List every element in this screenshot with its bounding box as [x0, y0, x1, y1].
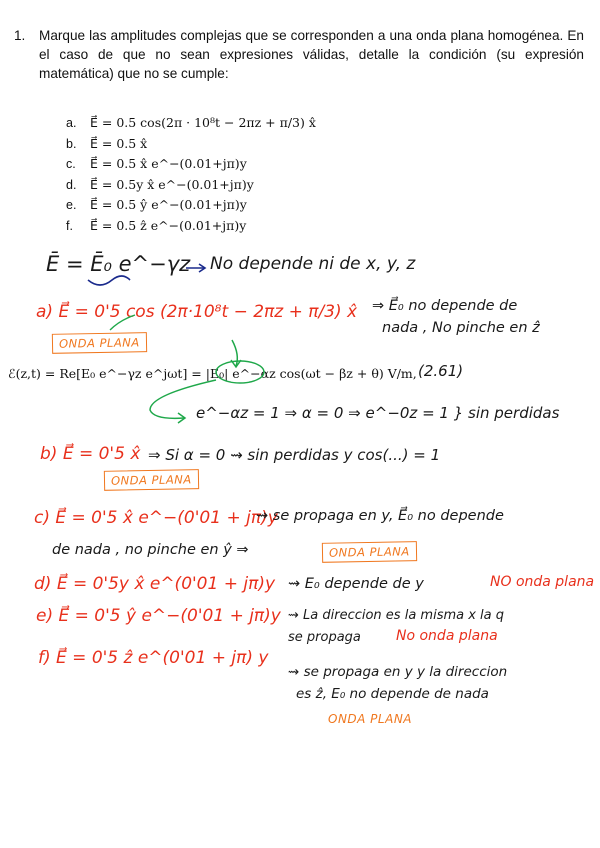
- answer-d-equation: d) E⃗ = 0'5y x̂ e^(0'01 + jπ)y: [34, 574, 276, 594]
- option-b: b. E⃗ = 0.5 x̂: [66, 135, 148, 151]
- option-f: f. E⃗ = 0.5 ẑ e^−(0.01+jπ)y: [66, 217, 247, 233]
- answer-f-verdict: ONDA PLANA: [328, 712, 413, 726]
- answer-a-note-1: ⇒ E⃗₀ no depende de: [372, 298, 518, 314]
- answer-e-note-1: ⇝ La direccion es la misma x la q: [288, 608, 505, 623]
- answer-c-note-2: de nada , no pinche en ŷ ⇒: [52, 542, 249, 558]
- answer-e-note-2: se propaga: [288, 630, 361, 645]
- onda-plana-box-c: ONDA PLANA: [322, 541, 417, 563]
- onda-plana-box-b: ONDA PLANA: [104, 469, 199, 491]
- answer-c-equation: c) E⃗ = 0'5 x̂ e^−(0'01 + jπ)y: [34, 508, 278, 528]
- answer-a-note-2: nada , No pinche en ẑ: [382, 320, 540, 336]
- option-d: d. E⃗ = 0.5y x̂ e^−(0.01+jπ)y: [66, 176, 254, 192]
- onda-plana-box-a: ONDA PLANA: [52, 332, 147, 354]
- question-text: Marque las amplitudes complejas que se corresponden a una onda plana homogénea. En el caso de que no sean expresiones válidas, detalle la condición (su expresión matemática) que no se cumple:: [39, 28, 584, 81]
- answer-d-verdict: NO onda plana: [490, 574, 595, 590]
- answer-f-note-1: ⇝ se propaga en y y la direccion: [288, 664, 508, 680]
- underline-squiggle: [88, 276, 130, 285]
- question-number: 1.: [14, 28, 26, 43]
- answer-e-equation: e) E⃗ = 0'5 ŷ e^−(0'01 + jπ)y: [36, 606, 281, 626]
- general-note: No depende ni de x, y, z: [210, 254, 416, 274]
- option-c: c. E⃗ = 0.5 x̂ e^−(0.01+jπ)y: [66, 156, 247, 171]
- green-link: [110, 315, 135, 330]
- answer-c-note-1: ⇝ se propaga en y, E⃗₀ no depende: [256, 508, 504, 524]
- answer-f-equation: f) E⃗ = 0'5 ẑ e^(0'01 + jπ) y: [38, 648, 269, 668]
- textbook-equation: ℰ(z,t) = Re[E₀ e^−γz e^jωt] = |E₀| e^−αz cos(ωt − βz + θ) V/m,: [8, 366, 417, 381]
- answer-f-note-2: es ẑ, E₀ no depende de nada: [296, 686, 489, 702]
- answer-d-note: ⇝ E₀ depende de y: [288, 576, 424, 592]
- answer-b-equation: b) E⃗ = 0'5 x̂: [40, 444, 141, 464]
- answer-a-equation: a) E⃗ = 0'5 cos (2π·10⁸t − 2πz + π/3) x̂: [36, 302, 358, 322]
- green-circle: [216, 361, 264, 383]
- alpha-condition: e^−αz = 1 ⇒ α = 0 ⇒ e^−0z = 1 } sin perdidas: [196, 404, 560, 422]
- option-e: e. E⃗ = 0.5 ŷ e^−(0.01+jπ)y: [66, 197, 247, 212]
- answer-b-note: ⇒ Si α = 0 ⇝ sin perdidas y cos(...) = 1: [148, 446, 441, 464]
- answer-e-verdict: No onda plana: [396, 628, 498, 644]
- green-arrow-bottom: [150, 380, 216, 418]
- option-a: a. E⃗ = 0.5 cos(2π · 10⁸t − 2πz + π/3) x̂: [66, 115, 316, 130]
- general-equation: Ē = Ē₀ e^−γz: [46, 252, 191, 276]
- textbook-equation-ref: (2.61): [418, 362, 464, 380]
